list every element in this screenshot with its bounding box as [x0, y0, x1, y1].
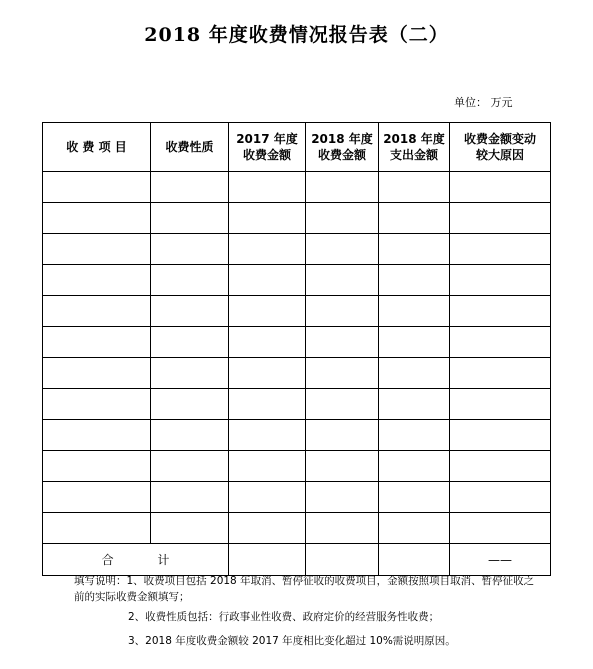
- note-1-continued: 前的实际收费金额填写；: [74, 591, 190, 603]
- table-cell[interactable]: [306, 389, 379, 420]
- total-cell[interactable]: [379, 544, 450, 576]
- table-cell[interactable]: [43, 358, 151, 389]
- table-cell[interactable]: [379, 389, 450, 420]
- table-cell[interactable]: [229, 296, 306, 327]
- table-cell[interactable]: [151, 203, 229, 234]
- table-cell[interactable]: [43, 482, 151, 513]
- unit-label: 单位： 万元: [454, 96, 513, 109]
- table-cell[interactable]: [43, 203, 151, 234]
- total-dash: ——: [450, 544, 551, 576]
- table-cell[interactable]: [379, 327, 450, 358]
- table-row: [43, 513, 551, 544]
- note-2: 2、收费性质包括：行政事业性收费、政府定价的经营服务性收费；: [128, 611, 440, 623]
- table-row: [43, 203, 551, 234]
- table-row: [43, 389, 551, 420]
- table-cell[interactable]: [151, 389, 229, 420]
- table-cell[interactable]: [306, 358, 379, 389]
- table-cell[interactable]: [379, 420, 450, 451]
- table-cell[interactable]: [450, 265, 551, 296]
- table-cell[interactable]: [151, 172, 229, 203]
- table-row: [43, 172, 551, 203]
- table-row: [43, 358, 551, 389]
- table-cell[interactable]: [450, 513, 551, 544]
- table-cell[interactable]: [450, 296, 551, 327]
- table-cell[interactable]: [379, 265, 450, 296]
- header-fee-item: 收 费 项 目: [43, 123, 151, 172]
- table-cell[interactable]: [306, 234, 379, 265]
- table-cell[interactable]: [306, 327, 379, 358]
- table-cell[interactable]: [379, 172, 450, 203]
- table-row: [43, 296, 551, 327]
- table-cell[interactable]: [151, 420, 229, 451]
- table-row: [43, 327, 551, 358]
- total-cell[interactable]: [229, 544, 306, 576]
- table-cell[interactable]: [151, 265, 229, 296]
- table-cell[interactable]: [151, 451, 229, 482]
- table-row: [43, 234, 551, 265]
- table-cell[interactable]: [306, 203, 379, 234]
- table-cell[interactable]: [43, 265, 151, 296]
- table-cell[interactable]: [43, 420, 151, 451]
- table-cell[interactable]: [43, 389, 151, 420]
- table-cell[interactable]: [229, 358, 306, 389]
- table-cell[interactable]: [306, 482, 379, 513]
- table-cell[interactable]: [151, 296, 229, 327]
- table-cell[interactable]: [379, 296, 450, 327]
- table-cell[interactable]: [450, 420, 551, 451]
- header-2018-fee-amount: 2018 年度 收费金额: [306, 123, 379, 172]
- table-cell[interactable]: [43, 513, 151, 544]
- table-cell[interactable]: [229, 451, 306, 482]
- total-label: 合 计: [43, 544, 229, 576]
- table-cell[interactable]: [43, 296, 151, 327]
- table-cell[interactable]: [450, 482, 551, 513]
- table-cell[interactable]: [151, 327, 229, 358]
- header-2017-fee-amount: 2017 年度 收费金额: [229, 123, 306, 172]
- header-fee-nature: 收费性质: [151, 123, 229, 172]
- table-cell[interactable]: [306, 420, 379, 451]
- note-3: 3、2018 年度收费金额较 2017 年度相比变化超过 10%需说明原因。: [128, 635, 456, 647]
- header-2018-expense-amount: 2018 年度 支出金额: [379, 123, 450, 172]
- table-cell[interactable]: [306, 451, 379, 482]
- page-title: 2018 年度收费情况报告表（二）: [144, 24, 449, 46]
- table-cell[interactable]: [379, 513, 450, 544]
- table-cell[interactable]: [379, 203, 450, 234]
- table-cell[interactable]: [379, 234, 450, 265]
- table-cell[interactable]: [450, 327, 551, 358]
- table-cell[interactable]: [151, 482, 229, 513]
- table-cell[interactable]: [379, 451, 450, 482]
- table-cell[interactable]: [151, 234, 229, 265]
- table-cell[interactable]: [229, 234, 306, 265]
- table-row: [43, 420, 551, 451]
- table-cell[interactable]: [379, 358, 450, 389]
- table-cell[interactable]: [229, 265, 306, 296]
- table-cell[interactable]: [450, 358, 551, 389]
- table-cell[interactable]: [450, 203, 551, 234]
- note-1: 填写说明：1、收费项目包括 2018 年取消、暂停征收的收费项目，金额按照项目取消、暂停征收之: [74, 575, 535, 587]
- table-cell[interactable]: [306, 513, 379, 544]
- table-cell[interactable]: [306, 172, 379, 203]
- fill-instructions: [74, 573, 554, 649]
- table-cell[interactable]: [43, 234, 151, 265]
- table-cell[interactable]: [450, 234, 551, 265]
- total-cell[interactable]: [306, 544, 379, 576]
- table-cell[interactable]: [450, 389, 551, 420]
- fee-report-table: [42, 122, 551, 576]
- table-cell[interactable]: [229, 389, 306, 420]
- table-cell[interactable]: [43, 172, 151, 203]
- table-cell[interactable]: [229, 327, 306, 358]
- table-cell[interactable]: [229, 420, 306, 451]
- table-cell[interactable]: [229, 482, 306, 513]
- table-cell[interactable]: [450, 451, 551, 482]
- total-row: [43, 544, 551, 576]
- table-cell[interactable]: [151, 358, 229, 389]
- table-cell[interactable]: [229, 172, 306, 203]
- table-cell[interactable]: [379, 482, 450, 513]
- table-cell[interactable]: [229, 513, 306, 544]
- table-cell[interactable]: [43, 327, 151, 358]
- table-cell[interactable]: [450, 172, 551, 203]
- table-cell[interactable]: [306, 265, 379, 296]
- table-cell[interactable]: [306, 296, 379, 327]
- table-row: [43, 451, 551, 482]
- table-header-row: [43, 123, 551, 172]
- table-cell[interactable]: [43, 451, 151, 482]
- table-cell[interactable]: [229, 203, 306, 234]
- header-change-reason: 收费金额变动 较大原因: [450, 123, 551, 172]
- table-cell[interactable]: [151, 513, 229, 544]
- table-row: [43, 265, 551, 296]
- table-row: [43, 482, 551, 513]
